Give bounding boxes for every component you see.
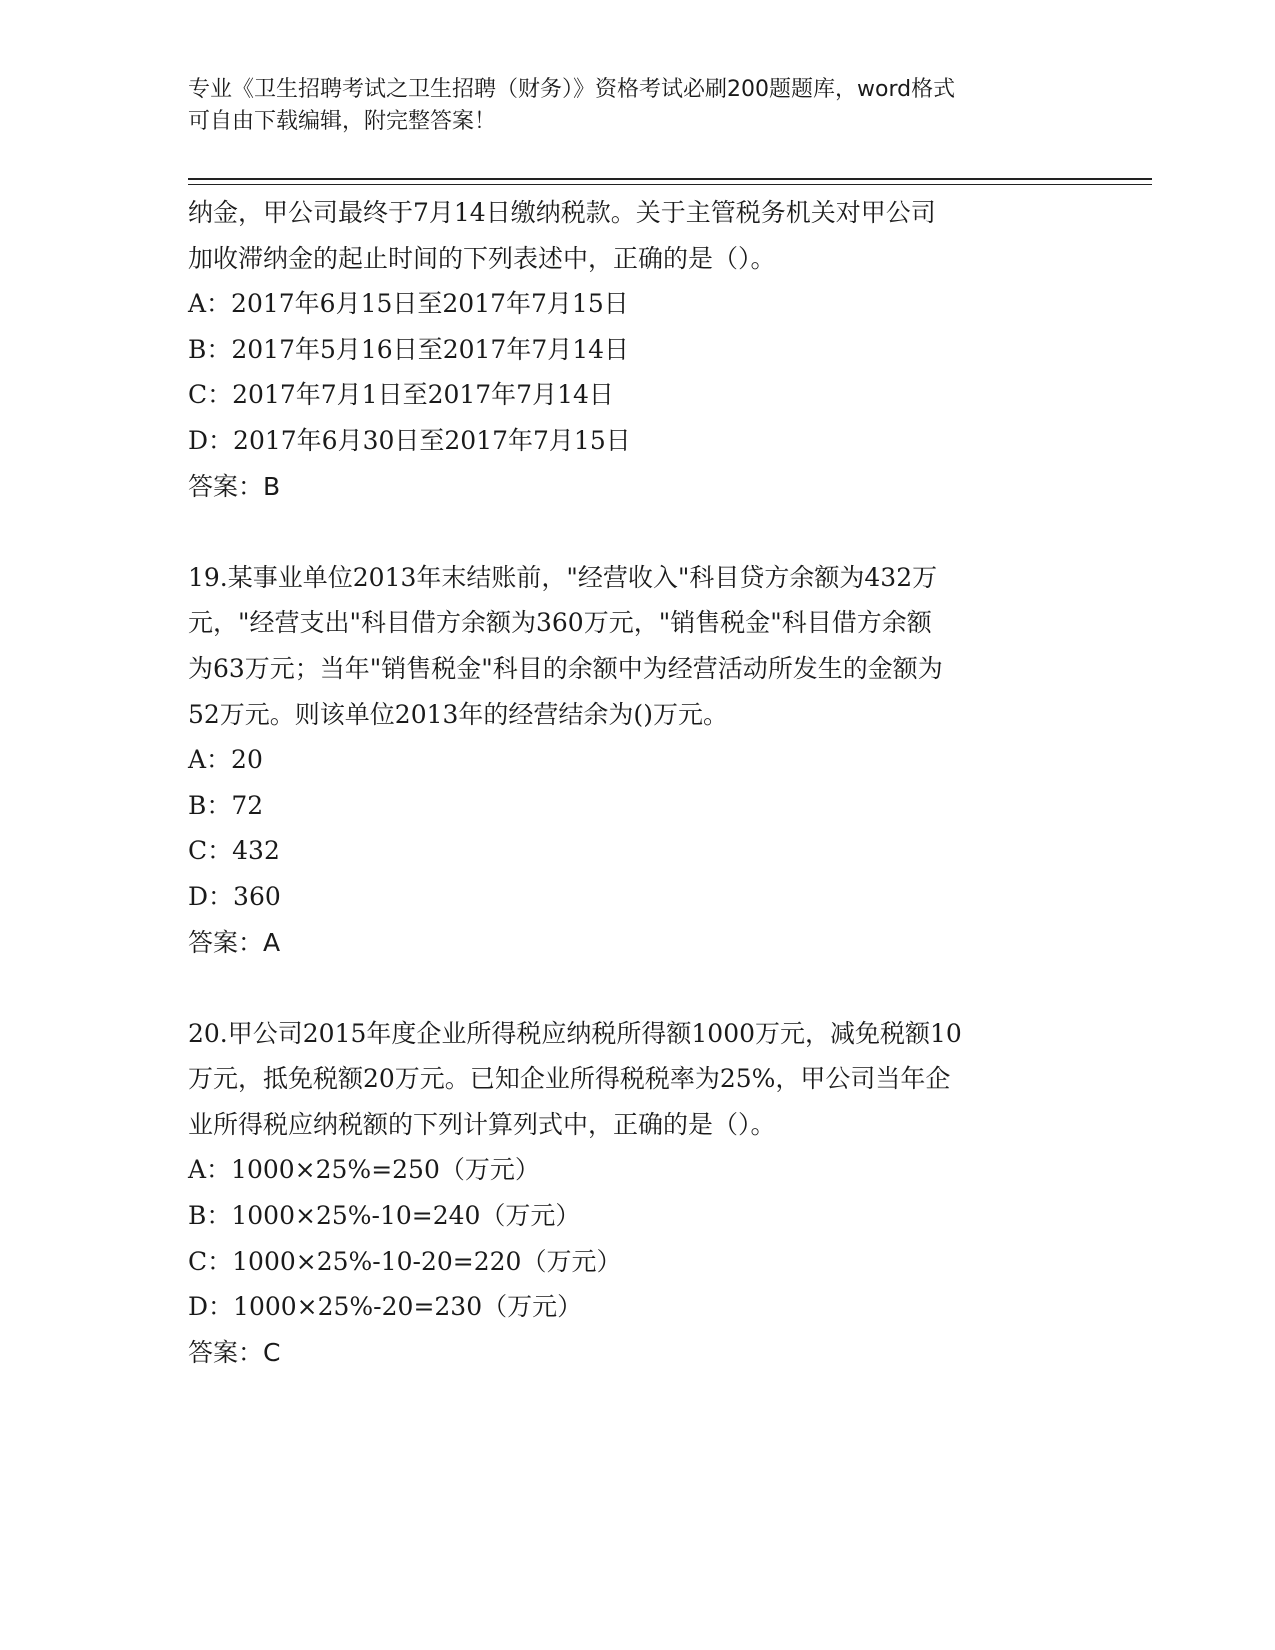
question-text-line: 万元，抵免税额20万元。已知企业所得税税率为25%，甲公司当年企 (188, 1064, 951, 1094)
spacer (188, 509, 1088, 555)
spacer (188, 965, 1088, 1011)
question-text-line: 52万元。则该单位2013年的经营结余为()万元。 (188, 699, 728, 729)
option-b: B：1000×25%-10=240（万元） (188, 1201, 581, 1231)
question-19 (188, 555, 1088, 965)
option-d: D：360 (188, 881, 281, 911)
option-c: C：2017年7月1日至2017年7月14日 (188, 380, 614, 410)
header-rule-thick (188, 178, 1152, 180)
answer-line: 答案：B (188, 471, 281, 501)
option-d: D：2017年6月30日至2017年7月15日 (188, 425, 631, 455)
option-c: C：1000×25%-10-20=220（万元） (188, 1246, 622, 1276)
answer-line: 答案：C (188, 1337, 281, 1367)
header-line-1: 专业《卫生招聘考试之卫生招聘（财务）》资格考试必刷200题题库，word格式 (188, 77, 956, 102)
option-c: C：432 (188, 836, 280, 866)
page-header (188, 74, 1088, 138)
question-18 (188, 190, 1088, 509)
option-a: A：1000×25%=250（万元） (188, 1155, 540, 1185)
option-d: D：1000×25%-20=230（万元） (188, 1292, 583, 1322)
question-text-line: 业所得税应纳税额的下列计算列式中，正确的是（）。 (188, 1109, 776, 1139)
question-text-line: 纳金，甲公司最终于7月14日缴纳税款。关于主管税务机关对甲公司 (188, 198, 936, 227)
question-text-line: 20.甲公司2015年度企业所得税应纳税所得额1000万元，减免税额10 (188, 1018, 962, 1048)
option-a: A：2017年6月15日至2017年7月15日 (188, 289, 629, 319)
question-20 (188, 1011, 1088, 1376)
question-text-line: 为63万元；当年"销售税金"科目的余额中为经营活动所发生的金额为 (188, 653, 943, 683)
answer-line: 答案：A (188, 927, 281, 957)
header-rule-thin (188, 184, 1152, 185)
document-body (188, 190, 1088, 1375)
question-text-line: 加收滞纳金的起止时间的下列表述中，正确的是（）。 (188, 243, 776, 273)
option-b: B：2017年5月16日至2017年7月14日 (188, 334, 630, 364)
header-line-2: 可自由下载编辑，附完整答案！ (188, 109, 497, 134)
option-b: B：72 (188, 790, 264, 820)
option-a: A：20 (188, 745, 263, 775)
question-text-line: 19.某事业单位2013年末结账前，"经营收入"科目贷方余额为432万 (188, 562, 938, 592)
question-text-line: 元，"经营支出"科目借方余额为360万元，"销售税金"科目借方余额 (188, 608, 932, 638)
